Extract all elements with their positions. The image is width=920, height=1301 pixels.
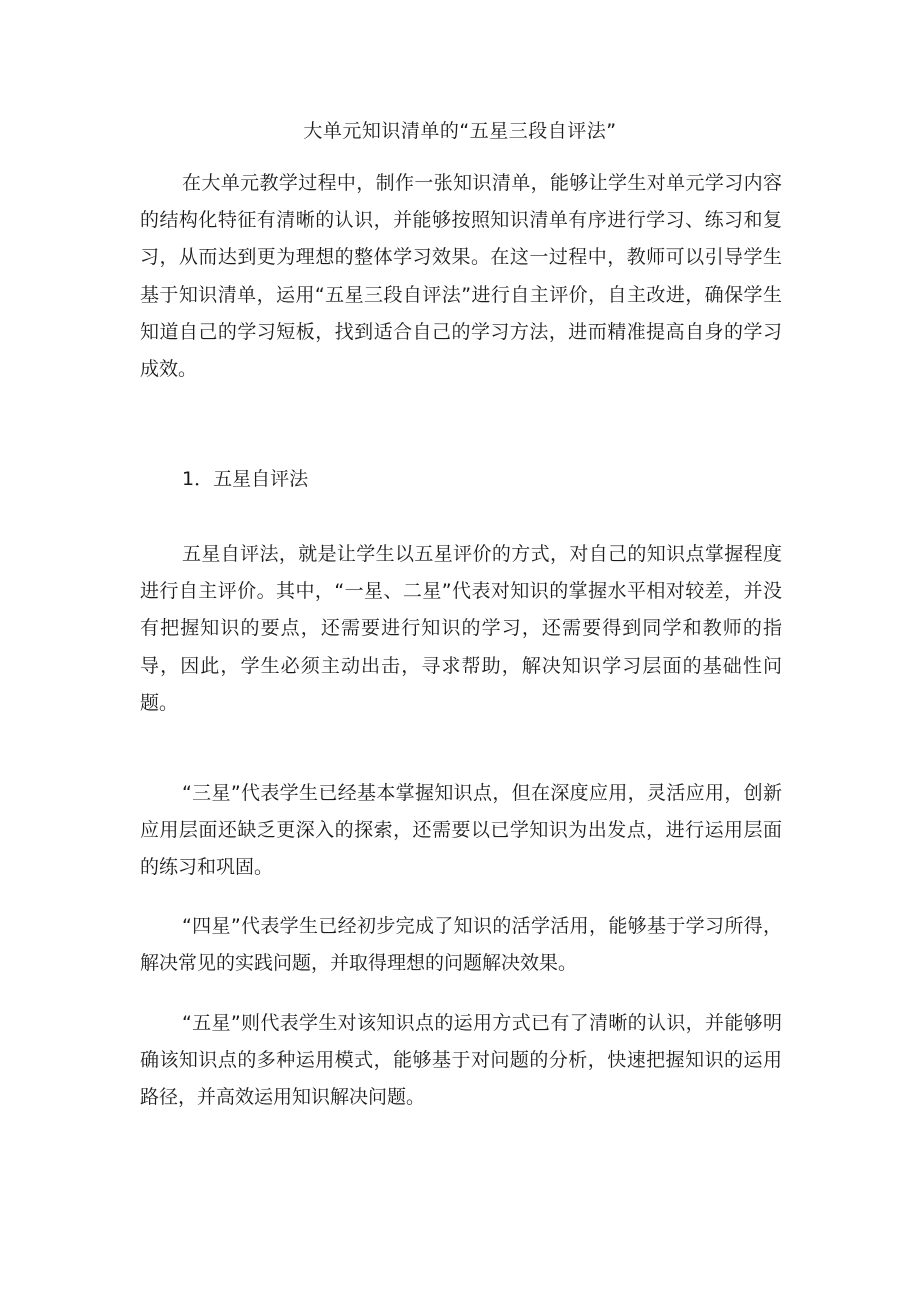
paragraph-three-star: “三星”代表学生已经基本掌握知识点，但在深度应用，灵活应用，创新应用层面还缺乏更深入的探索，还需要以已学知识为出发点，进行运用层面的练习和巩固。 (140, 782, 782, 879)
document-title: 大单元知识清单的“五星三段自评法” (303, 120, 617, 142)
paragraph-one-two-star: 五星自评法，就是让学生以五星评价的方式，对自己的知识点掌握程度进行自主评价。其中，“一星、二星”代表对知识的掌握水平相对较差，并没有把握知识的要点，还需要进行知识的学习，还需要得到同学和教师的指导，因此，学生必须主动出击，寻求帮助，解决知识学习层面的基础性问题。 (140, 543, 782, 714)
paragraph-four-star: “四星”代表学生已经初步完成了知识的活学活用，能够基于学习所得，解决常见的实践问题，并取得理想的问题解决效果。 (140, 915, 782, 975)
paragraph-five-star: “五星”则代表学生对该知识点的运用方式已有了清晰的认识，并能够明确该知识点的多种运用模式，能够基于对问题的分析，快速把握知识的运用路径，并高效运用知识解决问题。 (140, 1012, 782, 1109)
intro-paragraph: 在大单元教学过程中，制作一张知识清单，能够让学生对单元学习内容的结构化特征有清晰的认识，并能够按照知识清单有序进行学习、练习和复习，从而达到更为理想的整体学习效果。在这一过程中，教师可以引导学生基于知识清单，运用“五星三段自评法”进行自主评价，自主改进，确保学生知道自己的学习短板，找到适合自己的学习方法，进而精准提高自身的学习成效。 (140, 172, 782, 381)
section-heading: 1．五星自评法 (182, 468, 309, 490)
